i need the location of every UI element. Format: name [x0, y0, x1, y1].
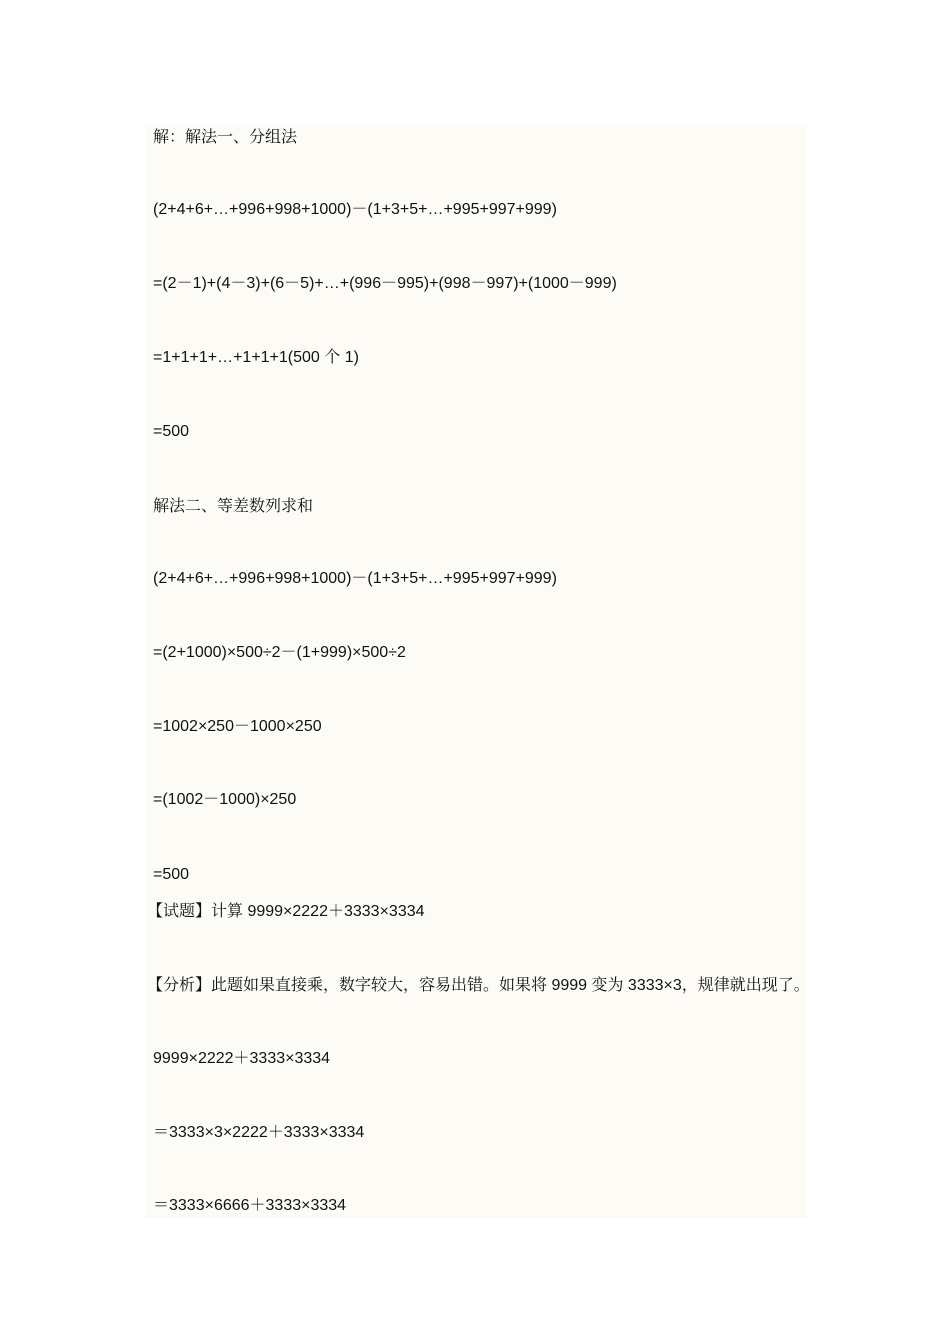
- method-two-heading: 解法二、等差数列求和: [153, 496, 314, 515]
- expression-line: 9999×2222＋3333×3334: [153, 1050, 331, 1067]
- expression-line: =(2+1000)×500÷2－(1+999)×500÷2: [153, 644, 406, 661]
- expression-line: =(1002－1000)×250: [153, 791, 297, 808]
- expression-line: ＝3333×3×2222＋3333×3334: [153, 1124, 365, 1141]
- expression-line: (2+4+6+…+996+998+1000)－(1+3+5+…+995+997+999): [153, 570, 557, 587]
- result-line: =500: [153, 866, 190, 883]
- expression-line: =1+1+1+…+1+1+1(500 个 1): [153, 349, 359, 366]
- expression-line: ＝3333×6666＋3333×3334: [153, 1197, 347, 1214]
- expression-line: =(2－1)+(4－3)+(6－5)+…+(996－995)+(998－997)+(1000－999): [153, 275, 617, 292]
- expression-line: =1002×250－1000×250: [153, 718, 322, 735]
- expression-line: (2+4+6+…+996+998+1000)－(1+3+5+…+995+997+999): [153, 201, 557, 218]
- problem-statement: 【试题】计算 9999×2222＋3333×3334: [147, 903, 425, 920]
- method-one-heading: 解：解法一、分组法: [153, 127, 298, 146]
- result-line: =500: [153, 423, 190, 440]
- analysis-text: 【分析】此题如果直接乘，数字较大，容易出错。如果将 9999 变为 3333×3，规律就出现了。: [147, 977, 810, 994]
